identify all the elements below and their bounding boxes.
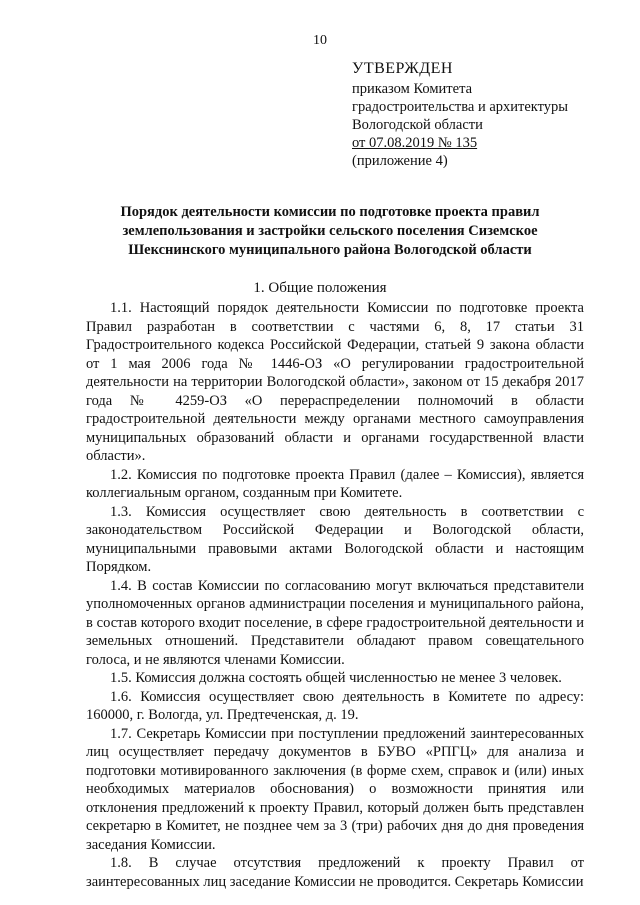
document-body (86, 299, 584, 891)
approval-line-region: Вологодской области (352, 117, 483, 133)
paragraph-1-1: 1.1. Настоящий порядок деятельности Комиссии по подготовке проекта Правил разработан в соответствии с частями 6, 8, 17 статьи 31 Градостроительного кодекса Российской Федерации, статьей 9 закона области от 1 мая 2006 года № 1446-ОЗ «О регулировании градостроительной деятельности на территории Вологодской области», законом от 15 декабря 2017 года № 4259-ОЗ «О перераспределении полномочий в области градостроительной деятельности между органами местного самоуправления муниципальных образований области и органами государственной власти области». (86, 300, 584, 464)
approval-stamp-block (352, 60, 612, 170)
approval-line-order: приказом Комитета (352, 81, 473, 97)
page-number: 10 (313, 33, 327, 48)
approved-heading: УТВЕРЖДЕН (352, 60, 453, 77)
paragraph-1-3: 1.3. Комиссия осуществляет свою деятельность в соответствии с законодательством Российской Федерации и Вологодской области, муниципальными правовыми актами Вологодской области и настоящим Порядком. (86, 503, 584, 575)
section-heading: 1. Общие положения (253, 280, 387, 296)
paragraph-1-7: 1.7. Секретарь Комиссии при поступлении предложений заинтересованных лиц осуществляет передачу документов в БУВО «РПГЦ» для анализа и подготовки мотивированного заключения (в форме схем, справок и (или) иных необходимых материалов обоснования) о возможности принятия или отклонения предложений к проекту Правил, который должен быть представлен секретарю в Комитет, не позднее чем за 3 (три) рабочих дня до дня проведения заседания Комиссии. (86, 725, 584, 853)
paragraph-1-8: 1.8. В случае отсутствия предложений к проекту Правил от заинтересованных лиц заседание Комиссии не проводится. Секретарь Комиссии (86, 855, 584, 890)
approval-appendix: (приложение 4) (352, 153, 448, 169)
document-title: Порядок деятельности комиссии по подготовке проекта правил землепользования и застройки сельского поселения Сиземское Шекснинского муниципального района Вологодской области (120, 204, 540, 258)
paragraph-1-4: 1.4. В состав Комиссии по согласованию могут включаться представители уполномоченных органов администрации поселения и муниципального района, в состав которого входит поселение, в сфере градостроительной деятельности и земельных отношений. Представители обладают правом совещательного голоса, и не являются членами Комиссии. (86, 577, 584, 668)
approval-order-date: от 07.08.2019 № 135 (352, 135, 478, 151)
paragraph-1-2: 1.2. Комиссия по подготовке проекта Правил (далее – Комиссия), является коллегиальным органом, созданным при Комитете. (86, 466, 584, 501)
paragraph-1-6: 1.6. Комиссия осуществляет свою деятельность в Комитете по адресу: 160000, г. Вологда, ул. Предтеченская, д. 19. (86, 688, 584, 723)
paragraph-1-5: 1.5. Комиссия должна состоять общей численностью не менее 3 человек. (110, 670, 562, 686)
approval-line-committee: градостроительства и архитектуры (352, 99, 569, 115)
